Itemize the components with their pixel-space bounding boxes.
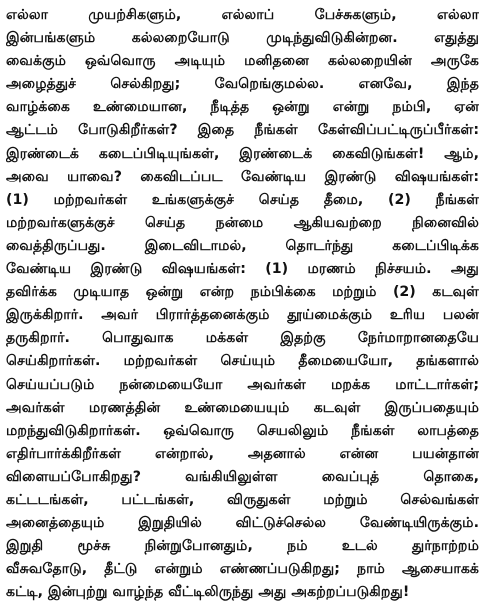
text-line: மற்றவர்களுக்குச் செய்த நன்மை ஆகியவற்றை நினைவில் [6,214,479,231]
body-paragraph [6,4,479,604]
text-line: வீசுவதோடு, தீட்டு என்றும் எண்ணப்படுகிறது; நாம் ஆசையாகக் [6,561,479,578]
text-line: செய்யப்படும் நன்மையையோ அவர்கள் மறக்க மாட்டார்கள்; [6,376,479,393]
text-line: இன்பங்களும் கல்லறையோடு முடிந்துவிடுகின்றன. எதுத்து [6,30,479,47]
text-line: வைத்திருப்பது. இடைவிடாமல், தொடர்ந்து கடைப்பிடிக்க [6,237,479,254]
text-line: மறந்துவிடுகிறார்கள். ஒவ்வொரு செயலிலும் நீங்கள் லாபத்தை [6,422,479,439]
text-line: விளையப்போகிறது? வங்கியிலுள்ள வைப்புத் தொகை, [6,468,479,485]
text-line: வைக்கும் ஒவ்வொரு அடியும் மனிதனை கல்லறையின் அருகே [6,53,479,70]
text-line: எதிர்பார்க்கிறீர்கள் என்றால், அதனால் என்ன பயன்தான் [6,445,479,462]
text-line: தருகிறார். பொதுவாக மக்கள் இதற்கு நேர்மாறானதையே [6,330,479,347]
text-line: தவிர்க்க முடியாத ஒன்று என்ற நம்பிக்கை மற்றும் (2) கடவுள் [6,284,479,301]
text-line: அழைத்துச் செல்கிறது; வேறெங்குமல்ல. எனவே, இந்த [6,76,479,93]
text-line: வாழ்க்கை உண்மையான, நீடித்த ஒன்று என்று நம்பி, ஏன் [6,99,479,116]
text-line: அவை யாவை? கைவிடப்பட வேண்டிய இரண்டு விஷயங்கள்: [6,168,479,185]
text-line: செய்கிறார்கள். மற்றவர்கள் செய்யும் தீமையையோ, தங்களால் [6,353,479,370]
text-line: இறுதி மூச்சு நின்றுபோனதும், நம் உடல் துர்நாற்றம் [6,538,479,555]
text-line: இரண்டைக் கடைப்பிடியுங்கள், இரண்டைக் கைவிடுங்கள்! ஆம், [6,145,479,162]
text-line: எல்லா முயற்சிகளும், எல்லாப் பேச்சுகளும், எல்லா [6,7,479,23]
text-line: அவர்கள் மரணத்தின் உண்மையையும் கடவுள் இருப்பதையும் [6,399,479,416]
text-line: கட்டி, இன்புற்று வாழ்ந்த வீட்டிலிருந்து அது அகற்றப்படுகிறது! [6,584,410,601]
text-line: (1) மற்றவர்கள் உங்களுக்குச் செய்த தீமை, (2) நீங்கள் [6,191,479,208]
text-line: கட்டடங்கள், பட்டங்கள், விருதுகள் மற்றும் செல்வங்கள் [6,491,479,508]
text-line: ஆட்டம் போடுகிறீர்கள்? இதை நீங்கள் கேள்விப்பட்டிருப்பீர்கள்: [6,122,479,139]
text-line: வேண்டிய இரண்டு விஷயங்கள்: (1) மரணம் நிச்சயம். அது [6,261,479,278]
text-line: அனைத்தையும் இறுதியில் விட்டுச்செல்ல வேண்டியிருக்கும். [6,515,479,532]
text-line: இருக்கிறார். அவர் பிரார்த்தனைக்கும் தூய்மைக்கும் உரிய பலன் [6,307,479,324]
